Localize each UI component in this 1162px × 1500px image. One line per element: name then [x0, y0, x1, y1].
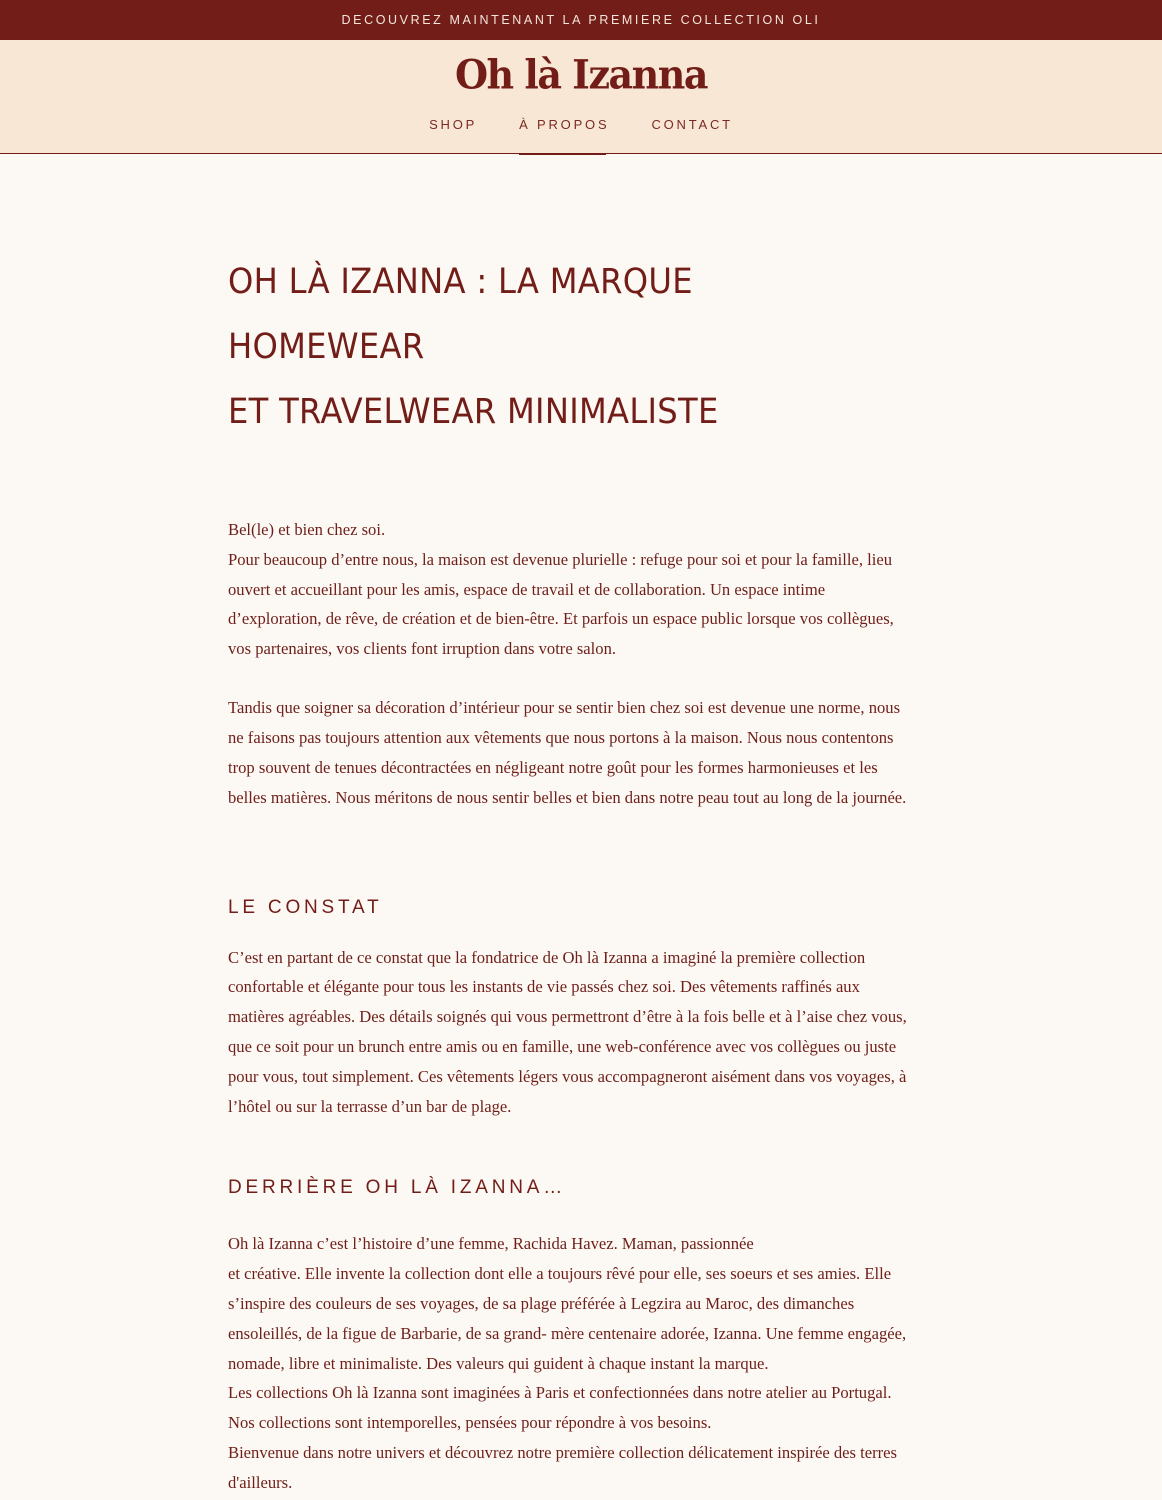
brand-logo[interactable]: Oh là Izanna	[454, 50, 708, 99]
section-heading: LE CONSTAT	[228, 896, 383, 918]
page-title-line-2: ET TRAVELWEAR MINIMALISTE	[228, 392, 719, 432]
announcement-text[interactable]: DECOUVREZ MAINTENANT LA PREMIERE COLLECTION OLI	[341, 13, 821, 27]
site-header	[0, 40, 1162, 154]
nav-item-a-propos[interactable]: À PROPOS	[519, 114, 609, 154]
section-paragraph: Les collections Oh là Izanna sont imaginées à Paris et confectionnées dans notre atelier au Portugal. Nos collections sont intemporelles, pensées pour répondre à vos besoins.	[228, 1383, 892, 1433]
about-content	[228, 154, 918, 1498]
intro-lead: Bel(le) et bien chez soi.	[228, 520, 386, 539]
section-paragraph: C’est en partant de ce constat que la fondatrice de Oh là Izanna a imaginé la première collection confortable et élégante pour tous les instants de vie passés chez soi. Des vêtements raffinés aux matières agréables. Des détails soignés qui vous permettront d’être à la fois belle et à l’aise chez vous, que ce soit pour un brunch entre amis ou en famille, une web-conférence avec vos collègues ou juste pour vous, tout simplement. Ces vêtements légers vous accompagneront aisément dans vos voyages, à l’hôtel ou sur la terrasse d’un bar de plage.	[228, 947, 907, 1116]
main-nav	[0, 114, 1162, 154]
section-paragraph: Bienvenue dans notre univers et découvrez notre première collection délicatement inspirée des terres d'ailleurs.	[228, 1443, 898, 1492]
announcement-bar[interactable]	[0, 0, 1162, 40]
intro-section	[228, 515, 918, 813]
nav-item-contact[interactable]: CONTACT	[651, 117, 733, 132]
intro-paragraph-1: Pour beaucoup d’entre nous, la maison est devenue plurielle : refuge pour soi et pour la famille, lieu ouvert et accueillant pour les amis, espace de travail et de collaboration. Un espace intime d’exploration, de rêve, de création et de bien-être. Et parfois un espace public lorsque vos collègues, vos partenaires, vos clients font irruption dans votre salon.	[228, 549, 894, 659]
section-derriere-oh-la-izanna	[228, 1177, 918, 1497]
section-paragraph: et créative. Elle invente la collection dont elle a toujours rêvé pour elle, ses soeurs et ses amies. Elle s’inspire des couleurs de ses voyages, de sa plage préférée à Legzira au Maroc, des dimanches ensoleillés, de la figue de Barbarie, de sa grand- mère centenaire adorée, Izanna. Une femme engagée, nomade, libre et minimaliste. Des valeurs qui guident à chaque instant la marque.	[228, 1264, 907, 1373]
nav-item-shop[interactable]: SHOP	[429, 117, 478, 132]
intro-paragraph-2: Tandis que soigner sa décoration d’intérieur pour se sentir bien chez soi est devenue une norme, nous ne faisons pas toujours attention aux vêtements que nous portons à la maison. Nous nous contentons trop souvent de tenues décontractées en négligeant notre goût pour les formes harmonieuses et les belles matières. Nous méritons de nous sentir belles et bien dans notre peau tout au long de la journée.	[228, 698, 907, 807]
section-paragraph: Oh là Izanna c’est l’histoire d’une femme, Rachida Havez. Maman, passionnée	[228, 1234, 754, 1254]
page-title-line-1: OH LÀ IZANNA : LA MARQUE HOMEWEAR	[228, 262, 693, 367]
page-title	[228, 250, 890, 445]
section-le-constat	[228, 897, 918, 1122]
section-heading: DERRIÈRE OH LÀ IZANNA…	[228, 1177, 567, 1199]
